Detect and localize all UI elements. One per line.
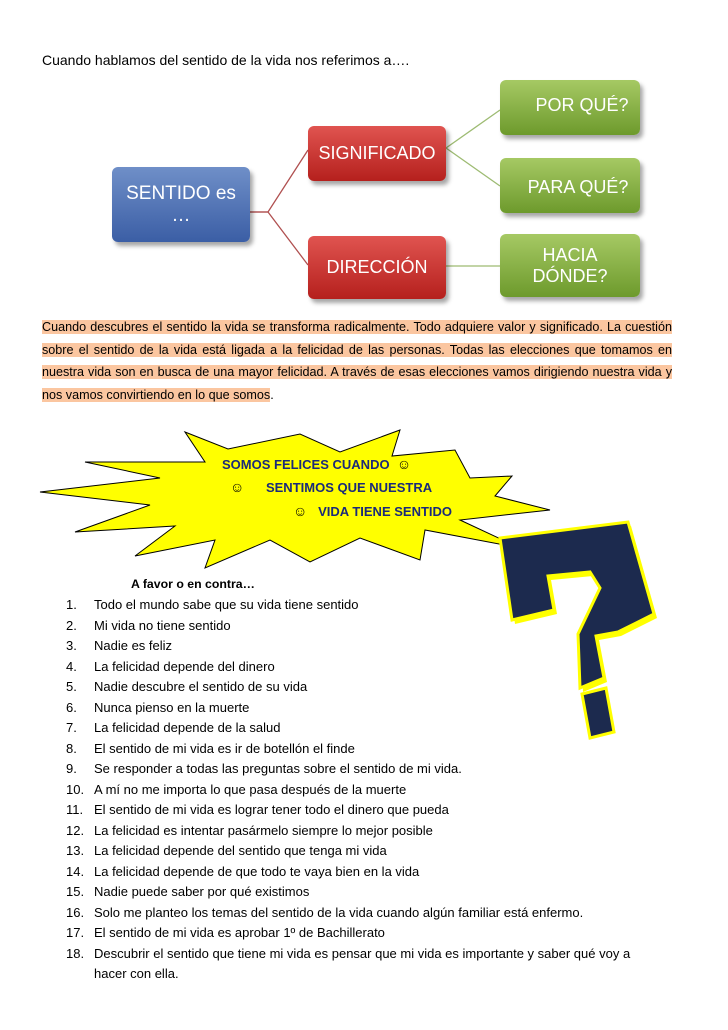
- paragraph-end: .: [270, 387, 274, 402]
- list-item-text: El sentido de mi vida es aprobar 1º de Bachillerato: [94, 925, 385, 940]
- list-item: [66, 882, 666, 903]
- smile-icon: ☺: [396, 456, 412, 472]
- list-item-text: Nadie descubre el sentido de su vida: [94, 679, 308, 694]
- list-item: [66, 759, 666, 780]
- starburst-line-2: ☺ SENTIMOS QUE NUESTRA: [230, 479, 433, 495]
- list-item-text: Descubrir el sentido que tiene mi vida es pensar que mi vida es importante y saber qué voy a hacer con ella.: [94, 945, 631, 981]
- list-item-number: 8.: [66, 740, 77, 756]
- list-item-number: 15.: [66, 884, 85, 899]
- starburst-line-3: ☺ VIDA TIENE SENTIDO: [293, 503, 453, 519]
- list-item-number: 9.: [66, 761, 77, 776]
- diagram-root-label: SENTIDO es …: [126, 182, 236, 226]
- list-item-number: 6.: [66, 699, 77, 715]
- list-item: [66, 780, 666, 801]
- diagram-haciadonde-label: HACIA DÓNDE?: [532, 244, 608, 286]
- list-item-number: 4.: [66, 658, 77, 674]
- list-item-number: 11.: [66, 802, 84, 817]
- list-item: [66, 595, 666, 616]
- diagram-porque-label: POR QUÉ?: [535, 95, 629, 116]
- list-item: [66, 944, 666, 985]
- highlighted-text: Cuando descubres el sentido la vida se transforma radicalmente. Todo adquiere valor y significado. La cuestión sobre el sentido de la vida está ligada a la felicidad de las personas. Todas las elecciones que tomamos en nuestra vida son en busca de una mayor felicidad. A través de esas elecciones vamos dirigiendo nuestra vida y nos vamos convirtiendo en lo que somos: [42, 320, 672, 402]
- list-item-text: La felicidad depende de que todo te vaya bien en la vida: [94, 863, 420, 879]
- list-item-text: La felicidad es intentar pasármelo siempre lo mejor posible: [94, 822, 433, 838]
- list-item-text: Mi vida no tiene sentido: [94, 617, 231, 633]
- list-item: [66, 698, 666, 719]
- list-item-number: 5.: [66, 679, 77, 694]
- smile-icon: ☺: [230, 479, 245, 495]
- list-item-number: 17.: [66, 925, 85, 940]
- list-item-text: Solo me planteo los temas del sentido de la vida cuando algún familiar está enfermo.: [94, 904, 584, 920]
- list-item: [66, 739, 666, 760]
- list-item: [66, 636, 666, 657]
- list-item-number: 1.: [66, 597, 77, 612]
- list-item-text: El sentido de mi vida es ir de botellón el finde: [94, 740, 355, 756]
- list-item-text: La felicidad depende de la salud: [94, 720, 281, 735]
- list-item-text: Se responder a todas las preguntas sobre el sentido de mi vida.: [94, 761, 462, 776]
- list-item: [66, 657, 666, 678]
- list-item: [66, 841, 666, 862]
- starburst-line-1: SOMOS FELICES CUANDO ☺: [222, 456, 412, 472]
- list-item: [66, 718, 666, 739]
- list-item-number: 16.: [66, 904, 85, 920]
- list-item-number: 10.: [66, 781, 85, 797]
- list-title: A favor o en contra…: [131, 577, 255, 591]
- diagram-direccion-label: DIRECCIÓN: [326, 257, 428, 278]
- list-item: [66, 616, 666, 637]
- list-item-text: Todo el mundo sabe que su vida tiene sentido: [94, 597, 359, 612]
- list-item-text: El sentido de mi vida es lograr tener todo el dinero que pueda: [94, 802, 449, 817]
- list-item-text: Nadie puede saber por qué existimos: [94, 884, 310, 899]
- diagram-paraque-label: PARA QUÉ?: [527, 177, 629, 198]
- list-item: [66, 903, 666, 924]
- diagram-significado-label: SIGNIFICADO: [318, 143, 436, 164]
- list-item: [66, 862, 666, 883]
- list-item-number: 2.: [66, 617, 77, 633]
- list-item: [66, 800, 666, 821]
- list-item-number: 14.: [66, 863, 85, 879]
- list-item-text: Nunca pienso en la muerte: [94, 699, 250, 715]
- list-item-number: 7.: [66, 720, 77, 735]
- intro-text: Cuando hablamos del sentido de la vida nos referimos a….: [42, 52, 410, 68]
- list-item-number: 13.: [66, 843, 85, 858]
- list-item-number: 3.: [66, 638, 77, 653]
- list-item-number: 18.: [66, 945, 85, 961]
- list-item: [66, 677, 666, 698]
- smile-icon: ☺: [293, 503, 308, 519]
- list-item-text: La felicidad depende del dinero: [94, 658, 275, 674]
- statements-list: [66, 595, 666, 985]
- list-item: [66, 821, 666, 842]
- list-item-text: Nadie es feliz: [94, 638, 173, 653]
- list-item: [66, 923, 666, 944]
- list-item-text: A mí no me importa lo que pasa después de la muerte: [94, 781, 407, 797]
- list-item-number: 12.: [66, 822, 85, 838]
- list-item-text: La felicidad depende del sentido que tenga mi vida: [94, 843, 387, 858]
